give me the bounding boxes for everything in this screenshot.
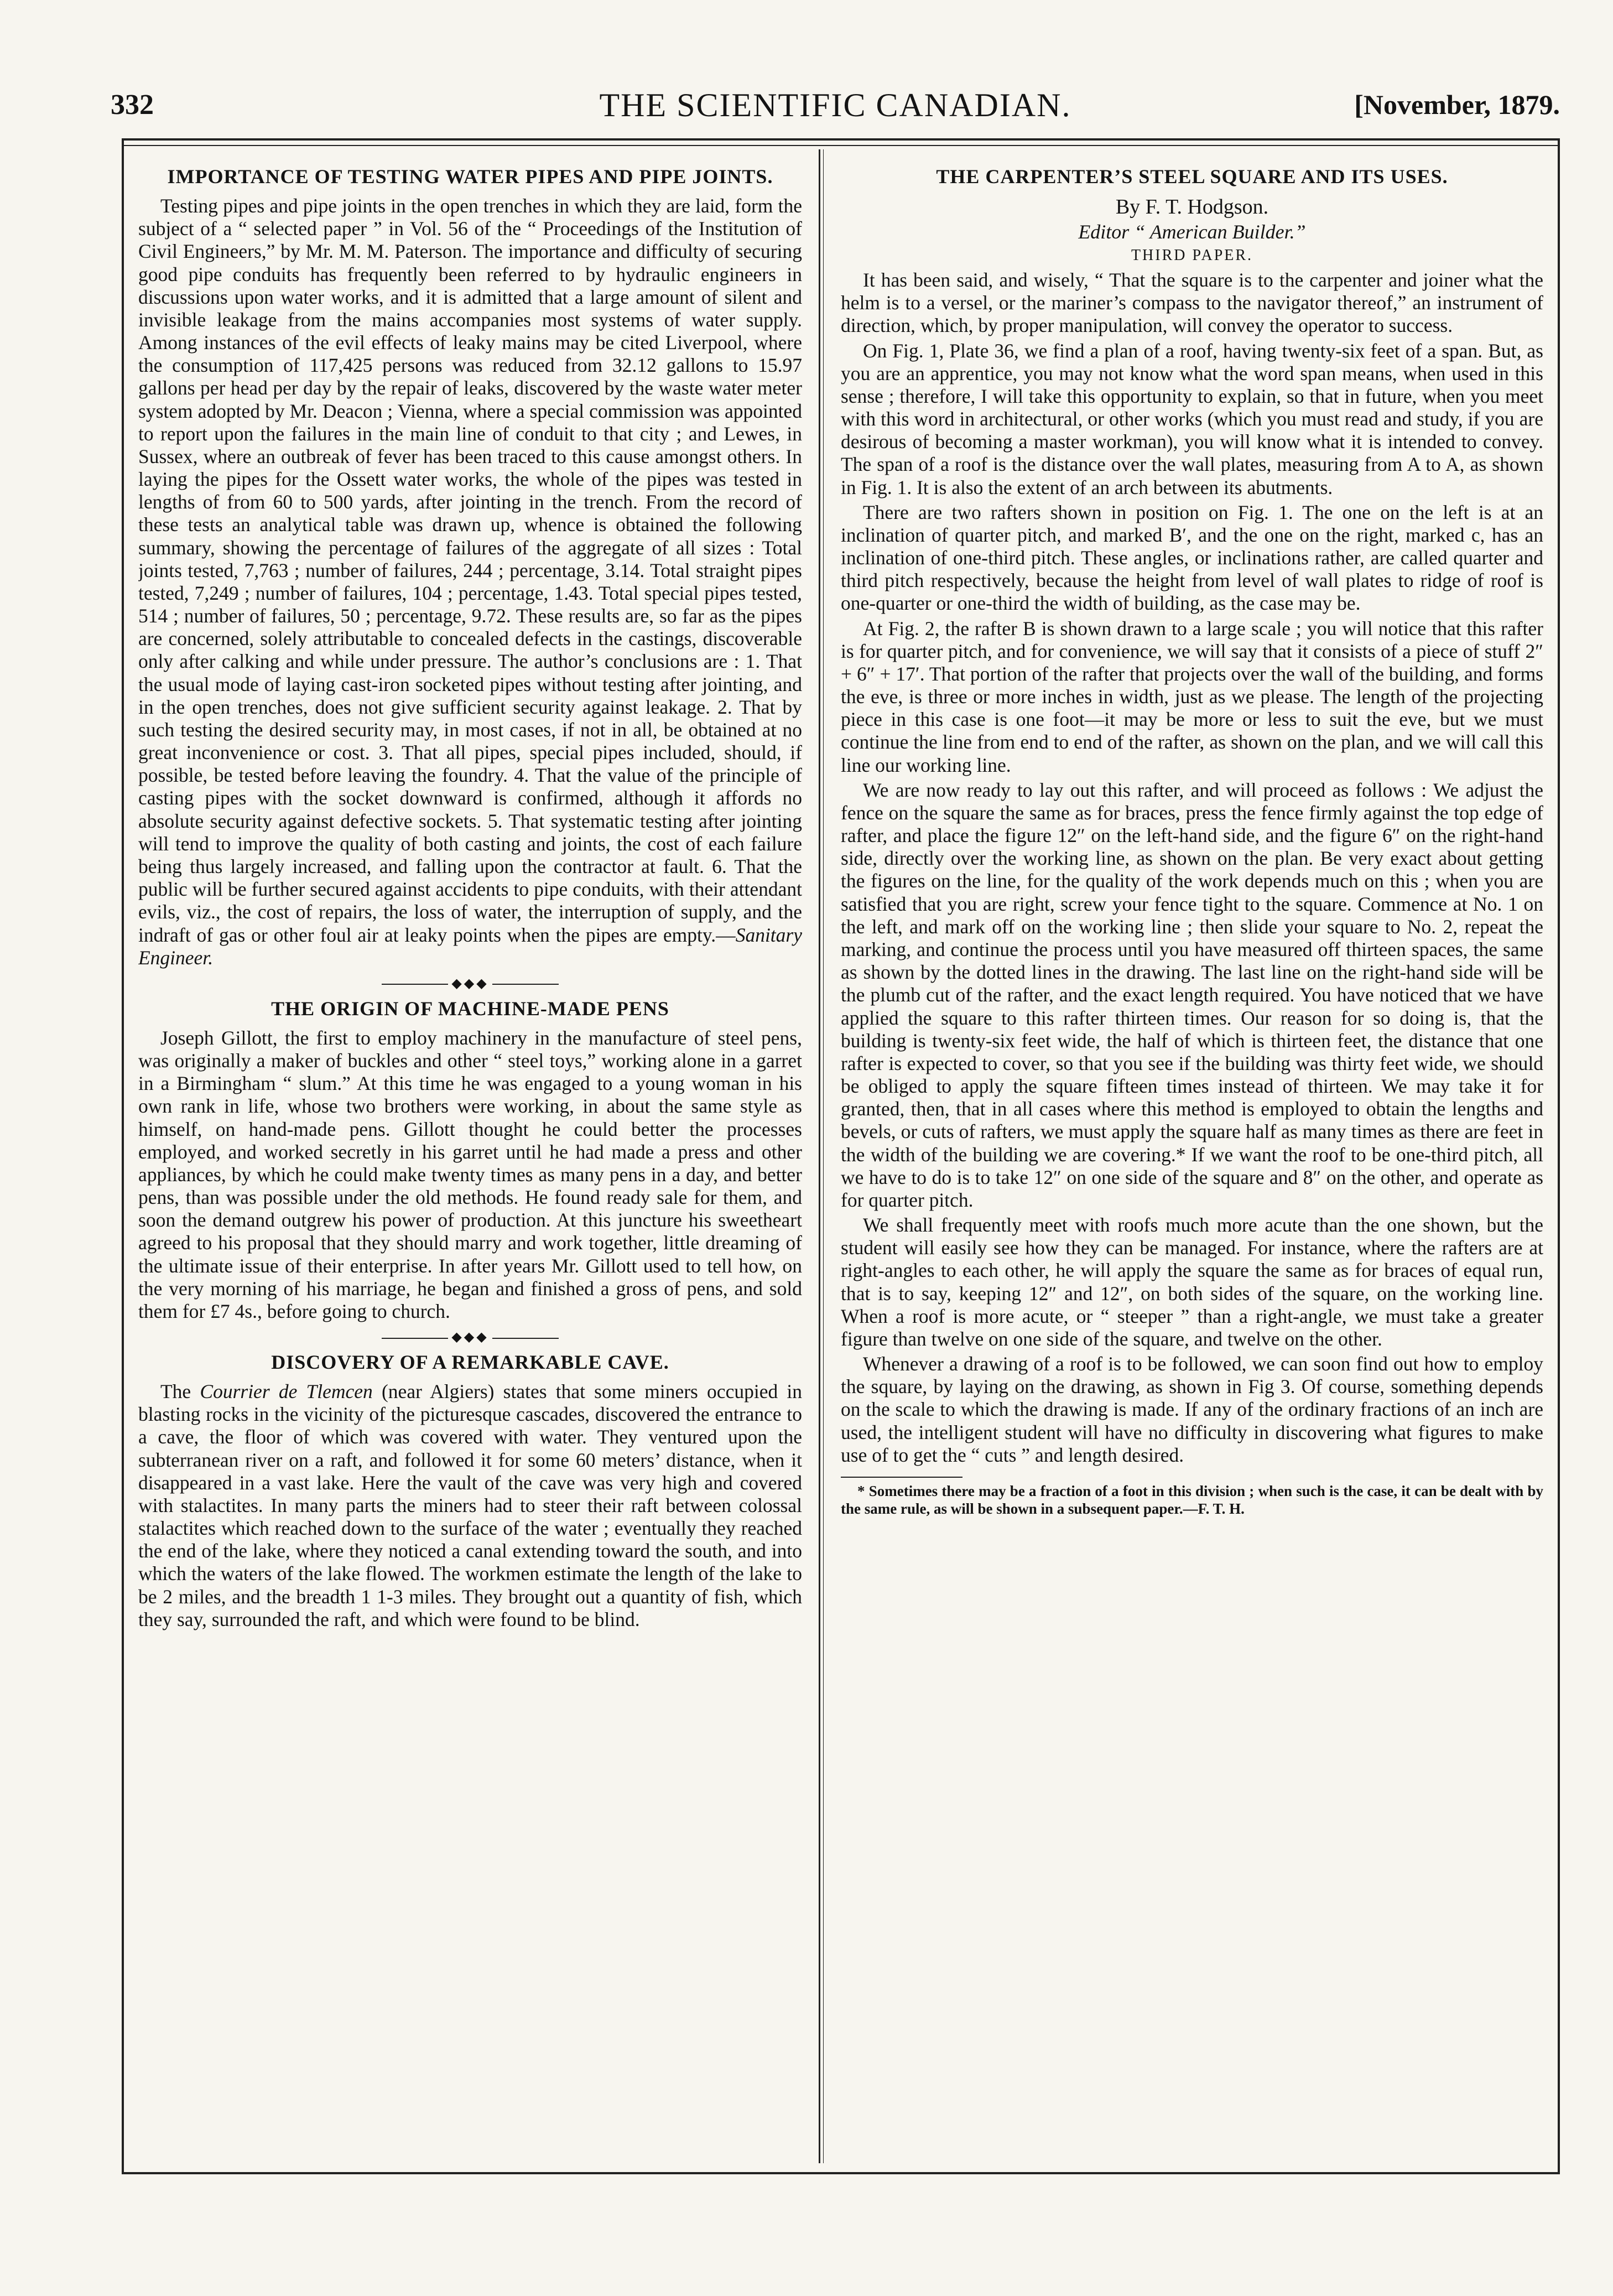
article-cave [138, 1350, 802, 1631]
section-separator: ◆◆◆ [138, 1328, 802, 1345]
page-header [111, 83, 1560, 133]
article-paragraph: At Fig. 2, the rafter B is shown drawn to a large scale ; you will notice that this rafter is for quarter pitch, and for convenience, we will say that it consists of a piece of stuff 2″ + 6″ + 17′. That portion of the rafter that projects over the wall of the building, and forms the eve, is three or more inches in width, just as we please. The length of the projecting piece in this case is one foot—it may be more or less to suit the eve, but we must continue the line from end to end of the rafter, as shown on the plan, and we will call this line our working line. [841, 617, 1543, 776]
series-part: THIRD PAPER. [1131, 247, 1253, 264]
article-paragraph: We are now ready to lay out this rafter, and will proceed as follows : We adjust the fence on the square the same as for braces, press the fence firmly against the top edge of rafter, and place the figure 12″ on the left-hand side, and the figure 6″ on the right-hand side, directly over the working line, as shown on the plan. Be very exact about getting the figures on the line, for the quality of the work depends much on this ; when you are satisfied that you are right, screw your fence tight to the square. Commence at No. 1 on the left, and mark off on the working line ; then slide your square to No. 2, repeat the marking, and continue the process until you have measured off thirteen spaces, the same as shown by the dotted lines in the drawing. The last line on the right-hand side will be the plumb cut of the rafter, and the exact length required. You have noticed that we have applied the square to this rafter thirteen times. Our reason for so doing is, that the building is twenty-six feet wide, the half of which is thirteen feet, the distance that one rafter is expected to cover, so that you see if the building was thirty feet wide, we should be obliged to apply the square fifteen times instead of thirteen. We may take it for granted, then, that in all cases where this method is employed to obtain the lengths and bevels, or cuts of rafters, we must apply the square half as many times as there are feet in the width of the building we are covering.* If we want the roof to be one-third pitch, all we have to do is to take 12″ on one side of the square and 8″ on the other, and operate as for quarter pitch. [841, 778, 1543, 1211]
section-separator: ◆◆◆ [138, 975, 802, 991]
issue-date: [November, 1879. [1354, 89, 1560, 120]
left-column [138, 160, 802, 2163]
column-divider [819, 149, 820, 2163]
article-paragraph: On Fig. 1, Plate 36, we find a plan of a roof, having twenty-six feet of a span. But, as you are an apprentice, you may not know what the word span means, when used in this sense ; therefore, I will take this opportunity to explain, so that in future, when you meet with this word in architectural, or other works (which you must read and study, if you are desirous of becoming a master workman), you will know what it is intended to convey. The span of a roof is the distance over the wall plates, measuring from A to A, as shown in Fig. 1. It is also the extent of an arch between its abutments. [841, 339, 1543, 498]
paragraph-text: (near Algiers) states that some miners occupied in blasting rocks in the vicinity of the picturesque cascades, discovered the entrance to a cave, the floor of which was covered with water. They ventured upon the subterranean river on a raft, and followed it for some 60 meters’ distance, when it disappeared in a vast lake. Here the vault of the cave was very high and covered with stalactites. In many parts the miners had to steer their raft between colossal stalactites which reached down to the surface of the water ; eventually they reached the end of the lake, where they noticed a canal extending toward the south, and into which the waters of the lake flowed. The workmen estimate the length of the lake to be 2 miles, and the breadth 1 1-3 miles. They brought out a quantity of fish, which they say, surrounded the raft, and which were found to be blind. [138, 1380, 802, 1630]
newspaper-name: Courrier de Tlemcen [200, 1380, 373, 1403]
article-paragraph: Whenever a drawing of a roof is to be followed, we can soon find out how to employ the square, by laying on the drawing, as shown in Fig 3. Of course, something depends on the scale to which the drawing is made. If any of the ordinary fractions of an inch are used, the intelligent student will have no difficulty in discovering what figures to make use of to get the “ cuts ” and length desired. [841, 1353, 1543, 1466]
paragraph-text: Testing pipes and pipe joints in the open trenches in which they are laid, form the subject of a “ selected paper ” in Vol. 56 of the “ Proceedings of the Institution of Civil Engineers,” by Mr. M. M. Paterson. The importance and difficulty of securing good pipe conduits has frequently been referred to by hydraulic engineers in discussions upon water works, and it is admitted that a large amount of silent and invisible leakage from the mains accompanies most systems of water supply. Among instances of the evil effects of leaky mains may be cited Liverpool, where the consumption of 117,425 persons was reduced from 32.12 gallons to 15.97 gallons per head per day by the repair of leaks, discovered by the waste water meter system adopted by Mr. Deacon ; Vienna, where a special commission was appointed to report upon the failures in the main line of conduit to that city ; and Lewes, in Sussex, where an outbreak of fever has been traced to this cause amongst others. In laying the pipes for the Ossett water works, the whole of the pipes was tested in lengths of from 60 to 500 yards, after jointing in the trench. From the record of these tests an analytical table was drawn up, whence is obtained the following summary, showing the percentage of failures of the aggregate of all sizes : Total joints tested, 7,763 ; number of failures, 244 ; percentage, 3.14. Total straight pipes tested, 7,249 ; number of failures, 104 ; percentage, 1.43. Total special pipes tested, 514 ; number of failures, 50 ; percentage, 9.72. These results are, so far as the pipes are concerned, solely attributable to concealed defects in the castings, discoverable only after calking and while under pressure. The author’s conclusions are : 1. That the usual mode of laying cast-iron socketed pipes without testing after jointing, and in the open trenches, does not give sufficient security against leakage. 2. That by such testing the desired security may, in most cases, if not in all, be obtained at no great inconvenience or cost. 3. That all pipes, special pipes included, should, if possible, be tested before leaving the foundry. 4. That the value of the principle of casting pipes with the socket downward is confirmed, although it affords no absolute security against defective sockets. 5. That systematic testing after jointing will tend to improve the quality of both casting and joints, the cost of each failure being thus largely increased, and falling upon the contractor at fault. 6. That the public will be further secured against accidents to pipe conduits, with their attendant evils, viz., the cost of repairs, the loss of water, the interruption of supply, and the indraft of gas or other foul air at leaky points when the pipes are empty.— [138, 195, 802, 946]
right-column [841, 160, 1543, 2163]
article-title: THE CARPENTER’S STEEL SQUARE AND ITS USES. [936, 165, 1448, 188]
page-number: 332 [111, 89, 154, 121]
article-paragraph [138, 1380, 802, 1631]
column-divider-inner [823, 149, 824, 2163]
article-pens [138, 997, 802, 1323]
article-title: DISCOVERY OF A REMARKABLE CAVE. [271, 1351, 669, 1374]
article-pipes [138, 165, 802, 969]
footnote: * Sometimes there may be a fraction of a foot in this division ; when such is the case, it can be dealt with by the same rule, as will be shown in a subsequent paper.—F. T. H. [841, 1482, 1543, 1518]
article-source: Sanitary Engineer. [138, 923, 802, 969]
article-paragraph: We shall frequently meet with roofs much more acute than the one shown, but the student will easily see how they can be managed. For instance, where the rafters are at right-angles to each other, he will apply the square the same as for braces of equal run, that is to say, keeping 12″ and 12″, on both sides of the square, on the working line. When a roof is more acute, or “ steeper ” than a right-angle, we must take a greater figure than twelve on one side of the square, and twelve on the other. [841, 1214, 1543, 1350]
article-paragraph: There are two rafters shown in position on Fig. 1. The one on the left is at an inclination of quarter pitch, and marked B′, and the one on the right, marked c, has an inclination of one-third pitch. These angles, or inclinations rather, are called quarter and third pitch respectively, because the height from level of wall plates to ridge of roof is one-quarter or one-third the width of building, as the case may be. [841, 501, 1543, 615]
frame-inner-rule [122, 145, 1560, 146]
author-byline: By F. T. Hodgson. [1115, 195, 1269, 219]
footnote-rule [841, 1477, 962, 1478]
article-paragraph [138, 195, 802, 969]
paragraph-lead: The [160, 1380, 200, 1403]
author-affiliation: Editor “ American Builder.” [1078, 221, 1306, 243]
article-square [841, 165, 1543, 1518]
article-title: IMPORTANCE OF TESTING WATER PIPES AND PIPE JOINTS. [167, 165, 773, 188]
article-paragraph: Joseph Gillott, the first to employ machinery in the manufacture of steel pens, was originally a maker of buckles and other “ steel toys,” working alone in a garret in a Birmingham “ slum.” At this time he was engaged to a young woman in his own rank in life, whose two brothers were working, in about the same style as himself, on hand-made pens. Gillott thought he could better the processes employed, and worked secretly in his garret until he had made a press and other appliances, by which he could make twenty times as many pens in a day, and better pens, than was possible under the old methods. He found ready sale for them, and soon the demand outgrew his power of production. At this juncture his sweetheart agreed to his proposal that they should marry and work together, little dreaming of the ultimate issue of their enterprise. In after years Mr. Gillott used to tell how, on the very morning of his marriage, he began and finished a gross of pens, and sold them for £7 4s., before going to church. [138, 1026, 802, 1322]
journal-title: THE SCIENTIFIC CANADIAN. [599, 87, 1071, 123]
article-title: THE ORIGIN OF MACHINE-MADE PENS [271, 997, 669, 1020]
article-paragraph: It has been said, and wisely, “ That the square is to the carpenter and joiner what the helm is to a versel, or the mariner’s compass to the navigator thereof,” an instrument of direction, which, by proper manipulation, will convey the operator to success. [841, 269, 1543, 337]
